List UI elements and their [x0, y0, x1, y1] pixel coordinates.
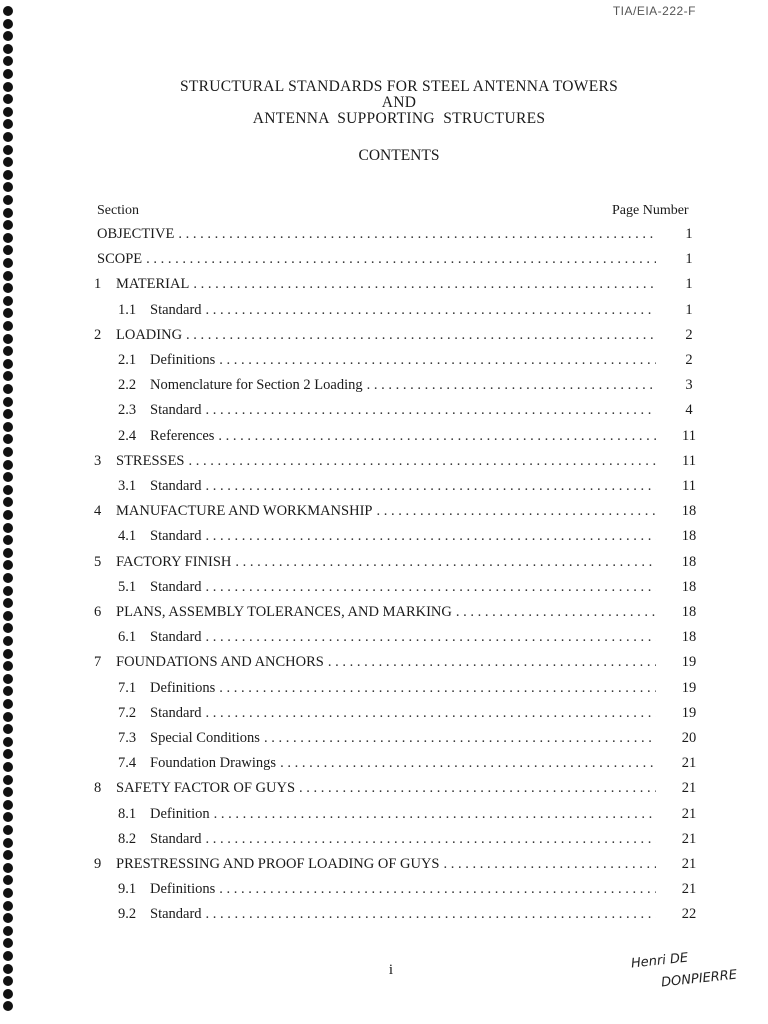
toc-leader-dots	[146, 251, 656, 268]
toc-entry-page: 21	[681, 805, 697, 822]
toc-entry-number: 9	[94, 856, 102, 872]
toc-leader-dots	[264, 730, 656, 747]
title-line-2: AND	[381, 94, 417, 111]
signature-line-1: Henri DE	[630, 950, 689, 972]
toc-entry	[118, 881, 697, 901]
binding-hole	[3, 56, 13, 66]
binding-hole	[3, 422, 13, 432]
toc-entry-title: LOADING	[116, 326, 183, 343]
toc-leader-dots	[235, 554, 656, 571]
binding-hole	[3, 346, 13, 356]
toc-entry-number: 6	[94, 604, 102, 620]
toc-leader-dots	[280, 755, 656, 772]
binding-hole	[3, 812, 13, 822]
toc-leader-dots	[219, 680, 656, 697]
binding-hole	[3, 548, 13, 558]
toc-entry-title: Foundation Drawings	[150, 755, 277, 772]
toc-entry-page: 19	[681, 704, 697, 721]
toc-entry	[118, 478, 696, 498]
toc-entry-page: 21	[681, 830, 697, 847]
toc-entry	[118, 578, 697, 599]
toc-entry-page: 18	[681, 503, 697, 520]
binding-hole	[3, 749, 13, 759]
toc-entry-number: 7.3	[118, 730, 137, 746]
binding-hole	[3, 6, 13, 16]
binding-hole	[3, 888, 13, 898]
toc-entry	[118, 730, 697, 750]
toc-entry-number: 8.1	[118, 805, 137, 822]
toc-entry-page: 4	[685, 402, 693, 419]
toc-entry-number: 1	[94, 276, 102, 293]
binding-hole	[3, 875, 13, 885]
binding-hole	[3, 31, 13, 41]
toc-entry-number: 2.4	[118, 427, 137, 444]
toc-entry	[94, 604, 697, 624]
toc-entry-number: 2.2	[118, 377, 137, 394]
binding-hole	[3, 510, 13, 520]
binding-hole	[3, 825, 13, 835]
contents-heading: CONTENTS	[358, 147, 440, 164]
binding-hole	[3, 485, 13, 495]
toc-entry-page: 20	[681, 730, 697, 746]
toc-entry-page: 21	[681, 881, 697, 898]
binding-hole	[3, 586, 13, 596]
toc-entry-title: OBJECTIVE	[97, 226, 175, 242]
binding-hole	[3, 1001, 13, 1011]
toc-entry-number: 4	[94, 503, 102, 520]
toc-entry-number: 1.1	[118, 301, 137, 318]
binding-hole	[3, 371, 13, 381]
binding-hole	[3, 19, 13, 29]
toc-entry-title: MATERIAL	[116, 276, 190, 293]
binding-hole	[3, 775, 13, 785]
binding-hole	[3, 787, 13, 797]
page-number-footer: i	[388, 962, 394, 978]
toc-leader-dots	[206, 302, 656, 319]
toc-leader-dots	[443, 856, 656, 873]
toc-entry	[118, 704, 697, 725]
toc-entry	[94, 326, 693, 347]
toc-entry-title: Special Conditions	[150, 730, 260, 746]
toc-entry	[118, 629, 697, 649]
toc-leader-dots	[206, 579, 656, 596]
binding-hole	[3, 296, 13, 306]
toc-entry-number: 7.2	[118, 704, 137, 721]
toc-entry-title: PRESTRESSING AND PROOF LOADING OF GUYS	[116, 856, 440, 872]
binding-hole	[3, 208, 13, 218]
toc-entry-page: 1	[685, 276, 693, 293]
binding-hole	[3, 460, 13, 470]
binding-hole	[3, 535, 13, 545]
binding-hole	[3, 321, 13, 331]
toc-entry-number: 7.1	[118, 679, 137, 696]
binding-hole	[3, 573, 13, 583]
toc-entry-page: 1	[685, 251, 693, 268]
toc-leader-dots	[376, 503, 656, 520]
toc-entry-title: Standard	[150, 629, 202, 646]
toc-entry-number: 7	[94, 654, 102, 671]
binding-hole	[3, 233, 13, 243]
toc-entry	[94, 856, 697, 876]
binding-hole	[3, 674, 13, 684]
toc-entry-page: 18	[681, 578, 697, 595]
toc-entry-page: 2	[685, 352, 693, 368]
binding-hole	[3, 245, 13, 255]
toc-entry-number: 2.1	[118, 352, 137, 368]
toc-entry-title: References	[150, 427, 215, 444]
toc-entry	[118, 528, 697, 548]
toc-entry-page: 21	[681, 856, 697, 872]
toc-entry-page: 18	[681, 604, 697, 620]
toc-entry-page: 2	[685, 326, 693, 343]
binding-hole	[3, 623, 13, 633]
toc-entry-title: Standard	[150, 906, 202, 923]
toc-entry	[97, 226, 693, 246]
binding-hole	[3, 661, 13, 671]
binding-hole	[3, 737, 13, 747]
toc-leader-dots	[214, 806, 656, 823]
binding-hole	[3, 636, 13, 646]
toc-entry-page: 1	[685, 301, 693, 318]
toc-entry-title: Definitions	[150, 352, 216, 368]
toc-entry	[94, 553, 697, 574]
title-line-1: STRUCTURAL STANDARDS FOR STEEL ANTENNA TOWERS	[179, 78, 619, 95]
toc-entry-number: 9.1	[118, 881, 137, 898]
toc-entry	[118, 427, 696, 448]
toc-entry-page: 11	[682, 478, 696, 494]
binding-hole	[3, 472, 13, 482]
binding-hole	[3, 308, 13, 318]
toc-entry	[118, 906, 697, 926]
binding-hole	[3, 762, 13, 772]
toc-entry-title: PLANS, ASSEMBLY TOLERANCES, AND MARKING	[116, 604, 452, 620]
toc-entry-number: 8	[94, 780, 102, 797]
toc-entry	[118, 755, 697, 775]
toc-leader-dots	[193, 276, 656, 293]
toc-leader-dots	[219, 352, 656, 369]
toc-entry-number: 8.2	[118, 830, 137, 847]
toc-leader-dots	[206, 402, 656, 419]
toc-entry-title: SCOPE	[97, 251, 143, 268]
binding-hole	[3, 523, 13, 533]
toc-leader-dots	[206, 478, 656, 495]
binding-hole	[3, 132, 13, 142]
toc-entry	[94, 654, 697, 674]
toc-entry	[118, 301, 693, 322]
handwritten-signature	[630, 943, 738, 998]
binding-hole	[3, 989, 13, 999]
binding-hole	[3, 838, 13, 848]
toc-leader-dots	[206, 831, 656, 848]
binding-hole	[3, 69, 13, 79]
binding-hole	[3, 447, 13, 457]
binding-hole	[3, 724, 13, 734]
binding-hole	[3, 258, 13, 268]
toc-entry	[94, 780, 697, 800]
toc-entry	[118, 805, 697, 826]
toc-leader-dots	[206, 528, 656, 545]
toc-entry-title: FACTORY FINISH	[116, 553, 232, 570]
binding-hole	[3, 44, 13, 54]
binding-hole	[3, 560, 13, 570]
binding-hole	[3, 397, 13, 407]
signature-line-2: DONPIERRE	[660, 967, 738, 991]
toc-leader-dots	[206, 629, 656, 646]
binding-hole	[3, 938, 13, 948]
binding-hole	[3, 334, 13, 344]
binding-hole	[3, 611, 13, 621]
binding-hole	[3, 384, 13, 394]
binding-hole	[3, 901, 13, 911]
toc-entry	[118, 377, 693, 397]
toc-entry-number: 3	[94, 452, 102, 469]
toc-entry-page: 11	[682, 452, 696, 469]
toc-entry-title: STRESSES	[116, 452, 185, 469]
section-column-header: Section	[97, 203, 139, 218]
toc-entry-page: 18	[681, 528, 697, 545]
toc-entry-title: Definitions	[150, 881, 216, 898]
toc-entry-title: Definitions	[150, 679, 216, 696]
toc-entry-title: Standard	[150, 402, 202, 419]
binding-hole	[3, 283, 13, 293]
binding-hole	[3, 359, 13, 369]
toc-leader-dots	[206, 906, 656, 923]
toc-entry	[118, 830, 697, 851]
document-title	[0, 79, 768, 127]
toc-entry-page: 21	[681, 780, 697, 797]
binding-hole	[3, 598, 13, 608]
binding-hole	[3, 195, 13, 205]
binding-hole	[3, 913, 13, 923]
toc-entry	[94, 276, 693, 296]
title-line-3: ANTENNA SUPPORTING STRUCTURES	[252, 110, 546, 127]
toc-leader-dots	[456, 604, 656, 621]
toc-entry-title: Standard	[150, 704, 202, 721]
toc-entry-page: 18	[681, 553, 697, 570]
toc-entry-page: 3	[685, 377, 693, 394]
binding-hole	[3, 712, 13, 722]
page-number-column-header: Page Number	[612, 203, 689, 218]
toc-entry	[118, 352, 693, 372]
toc-entry-number: 9.2	[118, 906, 137, 923]
toc-entry-number: 5.1	[118, 578, 137, 595]
toc-entry-title: SAFETY FACTOR OF GUYS	[116, 780, 296, 797]
binding-hole	[3, 926, 13, 936]
toc-entry-number: 2.3	[118, 402, 137, 419]
binding-hole	[3, 434, 13, 444]
toc-entry-page: 18	[681, 629, 697, 646]
toc-entry-title: Standard	[150, 578, 202, 595]
toc-entry-title: Standard	[150, 301, 202, 318]
toc-entry-title: Standard	[150, 478, 202, 494]
toc-entry	[94, 452, 696, 473]
toc-entry-title: Standard	[150, 830, 202, 847]
toc-leader-dots	[186, 327, 656, 344]
toc-leader-dots	[328, 654, 656, 671]
binding-hole	[3, 800, 13, 810]
binding-hole	[3, 409, 13, 419]
toc-leader-dots	[299, 780, 656, 797]
toc-entry-title: Standard	[150, 528, 202, 545]
binding-hole	[3, 863, 13, 873]
toc-entry-page: 21	[681, 755, 697, 772]
toc-leader-dots	[367, 377, 656, 394]
toc-entry	[118, 402, 693, 422]
toc-entry-number: 4.1	[118, 528, 137, 545]
toc-entry-number: 2	[94, 326, 102, 343]
toc-entry-title: Nomenclature for Section 2 Loading	[150, 377, 363, 394]
toc-entry-page: 22	[681, 906, 697, 923]
toc-entry-title: Definition	[150, 805, 210, 822]
binding-hole	[3, 170, 13, 180]
toc-entry	[94, 503, 697, 523]
toc-leader-dots	[218, 428, 656, 445]
toc-entry-title: MANUFACTURE AND WORKMANSHIP	[116, 503, 373, 520]
binding-hole	[3, 649, 13, 659]
toc-leader-dots	[219, 881, 656, 898]
toc-leader-dots	[189, 453, 657, 470]
document-code: TIA/EIA-222-F	[612, 4, 696, 18]
toc-entry-number: 7.4	[118, 755, 137, 772]
binding-hole	[3, 182, 13, 192]
binding-hole	[3, 271, 13, 281]
toc-entry	[97, 251, 693, 271]
toc-entry-number: 3.1	[118, 478, 137, 494]
toc-entry-number: 6.1	[118, 629, 137, 646]
binding-hole	[3, 686, 13, 696]
binding-hole	[3, 497, 13, 507]
toc-entry-title: FOUNDATIONS AND ANCHORS	[116, 654, 324, 671]
toc-entry-page: 19	[681, 679, 697, 696]
toc-entry	[118, 679, 697, 700]
toc-entry-page: 19	[681, 654, 697, 671]
toc-leader-dots	[178, 226, 656, 243]
toc-entry-page: 11	[682, 427, 696, 444]
binding-hole	[3, 220, 13, 230]
toc-entry-page: 1	[685, 226, 693, 242]
binding-hole	[3, 850, 13, 860]
binding-hole	[3, 699, 13, 709]
toc-entry-number: 5	[94, 553, 102, 570]
binding-hole	[3, 951, 13, 961]
toc-leader-dots	[206, 705, 656, 722]
